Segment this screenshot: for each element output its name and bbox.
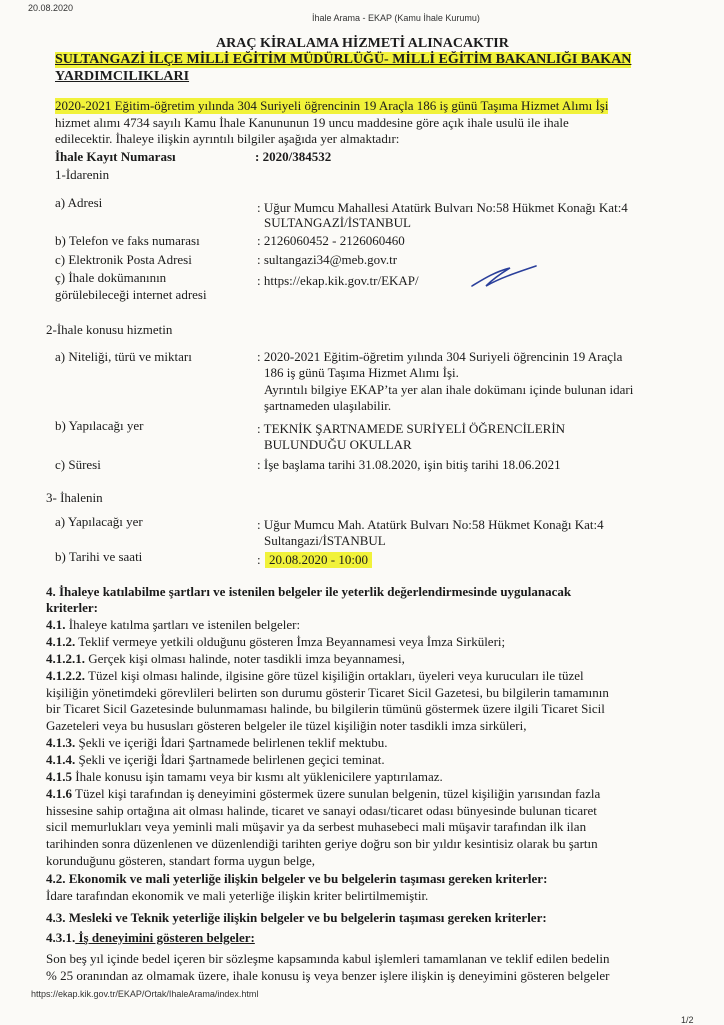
- doc-title: ARAÇ KİRALAMA HİZMETİ ALINACAKTIR: [216, 36, 509, 51]
- criteria-item-no: 4.1.6: [46, 786, 72, 801]
- tender-place-label: a) Yapılacağı yer: [55, 514, 143, 529]
- subsection-title: İş deneyimini gösteren belgeler:: [75, 930, 255, 945]
- criteria-item-text: Tüzel kişi olması halinde, ilgisine göre tüzel kişiliğin ortakları, üyeleri veya kurucuları ile tüzel: [85, 668, 584, 683]
- docs-label: ç) İhale dokümanının: [55, 270, 167, 285]
- criteria-item-cont: bir Ticaret Sicil Gazetesinde bulunmaması halinde, bu bilgilerin tümünü göstermek üzere ilgili Ticaret Sicil: [46, 701, 605, 716]
- page-number: 1/2: [681, 1015, 694, 1025]
- doc-title-institution: SULTANGAZİ İLÇE MİLLİ EĞİTİM MÜDÜRLÜĞÜ- MİLLİ EĞİTİM BAKANLIĞI BAKAN: [55, 52, 632, 67]
- tender-date-colon: :: [257, 552, 261, 567]
- section4-heading: 4. İhaleye katılabilme şartları ve istenilen belgeler ile yeterlik değerlendirmesinde uygulanacak: [46, 584, 572, 599]
- service-place-value: : TEKNİK ŞARTNAMEDE SURİYELİ ÖĞRENCİLERİN: [257, 421, 566, 436]
- service-place-value: BULUNDUĞU OKULLAR: [264, 437, 412, 452]
- subsection-text: % 25 oranından az olmamak üzere, ihale konusu iş veya benzer işlere ilişkin iş deneyimini gösteren belgeler: [46, 968, 610, 983]
- criteria-item: [46, 634, 505, 650]
- criteria-item: [46, 651, 405, 667]
- criteria-item-cont: sicil memurlukları veya yeminli mali müşavir ya da serbest muhasebeci mali müşavir tarafından ilk ilan: [46, 819, 587, 834]
- criteria-item: [46, 617, 300, 633]
- criteria-item-cont: korunduğunu gösteren, standart forma uygun belge,: [46, 853, 315, 868]
- criteria-item-cont: hissesine sahip ortağına ait olması halinde, ticaret ve sanayi odası/ticaret odası bünyesinde bulunan ticaret: [46, 803, 597, 818]
- address-label: a) Adresi: [55, 195, 103, 210]
- criteria-item-no: 4.1.2.1.: [46, 651, 85, 666]
- nature-value: : 2020-2021 Eğitim-öğretim yılında 304 Suriyeli öğrencinin 19 Araçla: [257, 349, 623, 364]
- duration-value: : İşe başlama tarihi 31.08.2020, işin bitiş tarihi 18.06.2021: [257, 457, 561, 472]
- subsection-heading: 4.2. Ekonomik ve mali yeterliğe ilişkin belgeler ve bu belgelerin taşıması gereken kriterler:: [46, 871, 548, 886]
- phone-label: b) Telefon ve faks numarası: [55, 233, 200, 248]
- nature-value: şartnameden ulaşılabilir.: [264, 398, 392, 413]
- criteria-item-cont: Gazeteleri veya bu hususları gösteren belgeler ile tüzel kişiliğin noter tasdikli imza sirküleri,: [46, 718, 527, 733]
- criteria-item-text: Şekli ve içeriği İdari Şartnamede belirlenen teklif mektubu.: [75, 735, 388, 750]
- email-label: c) Elektronik Posta Adresi: [55, 252, 192, 267]
- criteria-item-no: 4.1.4.: [46, 752, 76, 767]
- address-value-cont: SULTANGAZİ/İSTANBUL: [264, 215, 411, 230]
- criteria-item-text: Şekli ve içeriği İdari Şartnamede belirlenen geçici teminat.: [75, 752, 385, 767]
- phone-value: : 2126060452 - 2126060460: [257, 233, 405, 248]
- criteria-item: [46, 786, 600, 802]
- docs-label-cont: görülebileceği internet adresi: [55, 287, 207, 302]
- section4-heading-cont: kriterler:: [46, 600, 98, 615]
- docs-url: : https://ekap.kik.gov.tr/EKAP/: [257, 273, 419, 288]
- subsection-text: İdare tarafından ekonomik ve mali yeterliğe ilişkin kriter belirtilmemiştir.: [46, 888, 429, 903]
- criteria-item-text: Tüzel kişi tarafından iş deneyimini göstermek üzere sunulan belgenin, tüzel kişiliğin yarısından fazla: [72, 786, 601, 801]
- criteria-item-no: 4.1.3.: [46, 735, 76, 750]
- duration-label: c) Süresi: [55, 457, 101, 472]
- subsection-no: 4.3.1.: [46, 930, 76, 945]
- criteria-item: [46, 752, 385, 768]
- tender-place-value: Sultangazi/İSTANBUL: [264, 533, 386, 548]
- section2-heading: 2-İhale konusu hizmetin: [46, 322, 173, 337]
- criteria-item: [46, 668, 584, 684]
- nature-label: a) Niteliği, türü ve miktarı: [55, 349, 192, 364]
- email-value: : sultangazi34@meb.gov.tr: [257, 252, 398, 267]
- doc-title-institution-cont: YARDIMCILIKLARI: [55, 69, 190, 84]
- criteria-item-no: 4.1.: [46, 617, 66, 632]
- subsection-text: Son beş yıl içinde bedel içeren bir sözleşme kapsamında kabul işlemleri tamamlanan ve teklif edilen bedelin: [46, 951, 610, 966]
- registry-label: İhale Kayıt Numarası: [55, 149, 176, 164]
- criteria-item-cont: kişiliğin yönetimdeki görevlileri belirten son durumu gösterir Ticaret Sicil Gazetesi, bu bilgilerin tamamının: [46, 685, 609, 700]
- intro-line: edilecektir. İhaleye ilişkin ayrıntılı bilgiler aşağıda yer almaktadır:: [55, 131, 400, 146]
- criteria-item-no: 4.1.5: [46, 769, 72, 784]
- address-value: : Uğur Mumcu Mahallesi Atatürk Bulvarı No:58 Hükmet Konağı Kat:4: [257, 200, 628, 215]
- nature-value: Ayrıntılı bilgiye EKAP’ta yer alan ihale dokümanı içinde bulunan idari: [264, 382, 634, 397]
- registry-value: : 2020/384532: [255, 149, 332, 164]
- criteria-item-text: Teklif vermeye yetkili olduğunu gösteren İmza Beyannamesi veya İmza Sirküleri;: [75, 634, 506, 649]
- intro-line: hizmet alımı 4734 sayılı Kamu İhale Kanununun 19 uncu maddesine göre açık ihale usulü ile ihale: [55, 115, 569, 130]
- nature-value: 186 iş günü Taşıma Hizmet Alımı İşi.: [264, 365, 459, 380]
- tender-date-label: b) Tarihi ve saati: [55, 549, 143, 564]
- intro-line: 2020-2021 Eğitim-öğretim yılında 304 Suriyeli öğrencinin 19 Araçla 186 iş günü Taşıma Hizmet Alımı İşi: [55, 98, 609, 113]
- tender-date-value: 20.08.2020 - 10:00: [265, 552, 372, 568]
- section1-heading: 1-İdarenin: [55, 167, 110, 182]
- service-place-label: b) Yapılacağı yer: [55, 418, 144, 433]
- browser-title: İhale Arama - EKAP (Kamu İhale Kurumu): [312, 13, 480, 23]
- footer-url: https://ekap.kik.gov.tr/EKAP/Ortak/IhaleArama/index.html: [31, 989, 259, 999]
- handwritten-checkmark: [470, 262, 540, 292]
- subsection-heading: 4.3. Mesleki ve Teknik yeterliğe ilişkin belgeler ve bu belgelerin taşıması gereken kriterler:: [46, 910, 547, 925]
- criteria-item-text: İhaleye katılma şartları ve istenilen belgeler:: [65, 617, 301, 632]
- print-date: 20.08.2020: [28, 3, 74, 13]
- subsection-heading: [46, 930, 255, 946]
- criteria-item: [46, 769, 443, 785]
- criteria-item-no: 4.1.2.2.: [46, 668, 85, 683]
- criteria-item-text: İhale konusu işin tamamı veya bir kısmı alt yüklenicilere yaptırılamaz.: [72, 769, 443, 784]
- criteria-item-no: 4.1.2.: [46, 634, 76, 649]
- criteria-item-text: Gerçek kişi olması halinde, noter tasdikli imza beyannamesi,: [85, 651, 405, 666]
- tender-place-value: : Uğur Mumcu Mah. Atatürk Bulvarı No:58 Hükmet Konağı Kat:4: [257, 517, 604, 532]
- criteria-item: [46, 735, 388, 751]
- section3-heading: 3- İhalenin: [46, 490, 103, 505]
- criteria-item-cont: tarihinden sonra düzenlenen ve düzenlendiği tarihten geriye doğru son bir yıldır kesintisiz olarak bu şartın: [46, 836, 598, 851]
